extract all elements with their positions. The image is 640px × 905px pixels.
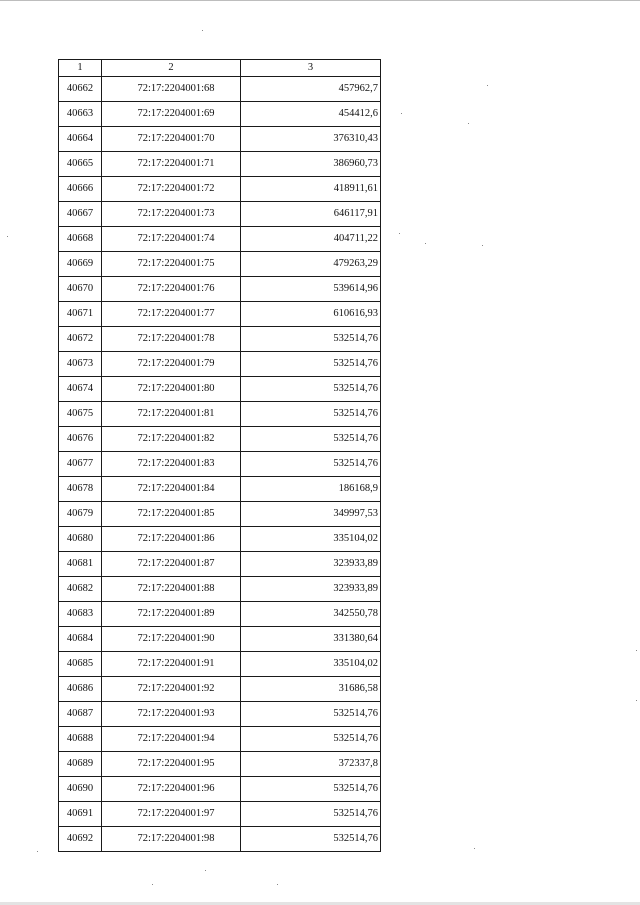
table-row xyxy=(59,827,381,852)
row-number-cell: 40684 xyxy=(59,627,102,652)
table-row xyxy=(59,377,381,402)
cadastral-number-cell: 72:17:2204001:72 xyxy=(102,177,241,202)
cadastral-number-cell: 72:17:2204001:98 xyxy=(102,827,241,852)
page-top-edge xyxy=(0,0,640,1)
row-number-cell: 40666 xyxy=(59,177,102,202)
table-row xyxy=(59,252,381,277)
value-cell: 539614,96 xyxy=(241,277,381,302)
cadastral-number-cell: 72:17:2204001:77 xyxy=(102,302,241,327)
row-number-cell: 40664 xyxy=(59,127,102,152)
table-row xyxy=(59,202,381,227)
row-number-cell: 40683 xyxy=(59,602,102,627)
cadastral-table xyxy=(58,59,381,852)
row-number-cell: 40692 xyxy=(59,827,102,852)
value-cell: 610616,93 xyxy=(241,302,381,327)
cadastral-number-cell: 72:17:2204001:69 xyxy=(102,102,241,127)
cadastral-number-cell: 72:17:2204001:94 xyxy=(102,727,241,752)
row-number-cell: 40662 xyxy=(59,77,102,102)
scan-speck xyxy=(7,236,8,237)
cadastral-number-cell: 72:17:2204001:90 xyxy=(102,627,241,652)
value-cell: 532514,76 xyxy=(241,727,381,752)
cadastral-number-cell: 72:17:2204001:89 xyxy=(102,602,241,627)
table-row xyxy=(59,602,381,627)
value-cell: 457962,7 xyxy=(241,77,381,102)
value-cell: 646117,91 xyxy=(241,202,381,227)
row-number-cell: 40689 xyxy=(59,752,102,777)
row-number-cell: 40677 xyxy=(59,452,102,477)
table-row xyxy=(59,727,381,752)
value-cell: 31686,58 xyxy=(241,677,381,702)
table-row xyxy=(59,302,381,327)
cadastral-number-cell: 72:17:2204001:85 xyxy=(102,502,241,527)
scan-speck xyxy=(277,884,278,885)
column-header-3: 3 xyxy=(241,60,381,77)
cadastral-number-cell: 72:17:2204001:75 xyxy=(102,252,241,277)
table-row xyxy=(59,802,381,827)
cadastral-number-cell: 72:17:2204001:84 xyxy=(102,477,241,502)
scan-speck xyxy=(152,884,153,885)
table-row xyxy=(59,277,381,302)
row-number-cell: 40682 xyxy=(59,577,102,602)
value-cell: 532514,76 xyxy=(241,352,381,377)
row-number-cell: 40669 xyxy=(59,252,102,277)
scan-speck xyxy=(487,85,488,86)
row-number-cell: 40671 xyxy=(59,302,102,327)
table-row xyxy=(59,577,381,602)
scan-speck xyxy=(474,848,475,849)
row-number-cell: 40679 xyxy=(59,502,102,527)
row-number-cell: 40675 xyxy=(59,402,102,427)
cadastral-number-cell: 72:17:2204001:81 xyxy=(102,402,241,427)
row-number-cell: 40676 xyxy=(59,427,102,452)
cadastral-number-cell: 72:17:2204001:87 xyxy=(102,552,241,577)
scan-speck xyxy=(37,851,38,852)
cadastral-number-cell: 72:17:2204001:97 xyxy=(102,802,241,827)
value-cell: 532514,76 xyxy=(241,452,381,477)
scan-speck xyxy=(401,113,402,114)
table-row xyxy=(59,777,381,802)
row-number-cell: 40663 xyxy=(59,102,102,127)
row-number-cell: 40672 xyxy=(59,327,102,352)
table-row xyxy=(59,352,381,377)
cadastral-number-cell: 72:17:2204001:92 xyxy=(102,677,241,702)
column-header-2: 2 xyxy=(102,60,241,77)
table-row xyxy=(59,227,381,252)
table-row xyxy=(59,627,381,652)
cadastral-number-cell: 72:17:2204001:88 xyxy=(102,577,241,602)
value-cell: 532514,76 xyxy=(241,777,381,802)
cadastral-number-cell: 72:17:2204001:70 xyxy=(102,127,241,152)
value-cell: 479263,29 xyxy=(241,252,381,277)
table-row xyxy=(59,552,381,577)
value-cell: 331380,64 xyxy=(241,627,381,652)
row-number-cell: 40688 xyxy=(59,727,102,752)
table-row xyxy=(59,702,381,727)
row-number-cell: 40670 xyxy=(59,277,102,302)
table-row xyxy=(59,452,381,477)
cadastral-number-cell: 72:17:2204001:96 xyxy=(102,777,241,802)
cadastral-number-cell: 72:17:2204001:95 xyxy=(102,752,241,777)
table-row xyxy=(59,527,381,552)
value-cell: 532514,76 xyxy=(241,402,381,427)
cadastral-number-cell: 72:17:2204001:80 xyxy=(102,377,241,402)
value-cell: 532514,76 xyxy=(241,327,381,352)
value-cell: 186168,9 xyxy=(241,477,381,502)
cadastral-number-cell: 72:17:2204001:71 xyxy=(102,152,241,177)
table-row xyxy=(59,752,381,777)
value-cell: 532514,76 xyxy=(241,802,381,827)
table-row xyxy=(59,502,381,527)
cadastral-number-cell: 72:17:2204001:93 xyxy=(102,702,241,727)
cadastral-number-cell: 72:17:2204001:74 xyxy=(102,227,241,252)
table-row xyxy=(59,177,381,202)
value-cell: 404711,22 xyxy=(241,227,381,252)
scan-speck xyxy=(202,30,203,31)
row-number-cell: 40674 xyxy=(59,377,102,402)
table-body xyxy=(59,77,381,852)
cadastral-number-cell: 72:17:2204001:86 xyxy=(102,527,241,552)
scan-speck xyxy=(205,870,206,871)
cadastral-number-cell: 72:17:2204001:82 xyxy=(102,427,241,452)
row-number-cell: 40680 xyxy=(59,527,102,552)
table-row xyxy=(59,427,381,452)
table-row xyxy=(59,327,381,352)
value-cell: 323933,89 xyxy=(241,577,381,602)
cadastral-number-cell: 72:17:2204001:73 xyxy=(102,202,241,227)
row-number-cell: 40678 xyxy=(59,477,102,502)
row-number-cell: 40667 xyxy=(59,202,102,227)
table-header-row xyxy=(59,60,381,77)
cadastral-number-cell: 72:17:2204001:91 xyxy=(102,652,241,677)
row-number-cell: 40685 xyxy=(59,652,102,677)
table-row xyxy=(59,77,381,102)
scan-speck xyxy=(482,245,483,246)
table-row xyxy=(59,402,381,427)
value-cell: 532514,76 xyxy=(241,377,381,402)
value-cell: 532514,76 xyxy=(241,702,381,727)
value-cell: 532514,76 xyxy=(241,427,381,452)
row-number-cell: 40687 xyxy=(59,702,102,727)
row-number-cell: 40686 xyxy=(59,677,102,702)
table-row xyxy=(59,102,381,127)
value-cell: 376310,43 xyxy=(241,127,381,152)
column-header-1: 1 xyxy=(59,60,102,77)
table-row xyxy=(59,127,381,152)
row-number-cell: 40668 xyxy=(59,227,102,252)
table-row xyxy=(59,652,381,677)
cadastral-number-cell: 72:17:2204001:76 xyxy=(102,277,241,302)
scan-speck xyxy=(468,123,469,124)
row-number-cell: 40681 xyxy=(59,552,102,577)
row-number-cell: 40690 xyxy=(59,777,102,802)
scan-speck xyxy=(399,233,400,234)
value-cell: 372337,8 xyxy=(241,752,381,777)
value-cell: 386960,73 xyxy=(241,152,381,177)
value-cell: 323933,89 xyxy=(241,552,381,577)
value-cell: 418911,61 xyxy=(241,177,381,202)
scan-speck xyxy=(636,650,637,651)
table-row xyxy=(59,152,381,177)
table-row xyxy=(59,477,381,502)
scan-speck xyxy=(425,243,426,244)
value-cell: 342550,78 xyxy=(241,602,381,627)
cadastral-number-cell: 72:17:2204001:79 xyxy=(102,352,241,377)
row-number-cell: 40673 xyxy=(59,352,102,377)
row-number-cell: 40665 xyxy=(59,152,102,177)
table-row xyxy=(59,677,381,702)
scan-speck xyxy=(636,700,637,701)
value-cell: 335104,02 xyxy=(241,652,381,677)
value-cell: 532514,76 xyxy=(241,827,381,852)
row-number-cell: 40691 xyxy=(59,802,102,827)
cadastral-number-cell: 72:17:2204001:68 xyxy=(102,77,241,102)
value-cell: 349997,53 xyxy=(241,502,381,527)
cadastral-number-cell: 72:17:2204001:78 xyxy=(102,327,241,352)
value-cell: 335104,02 xyxy=(241,527,381,552)
value-cell: 454412,6 xyxy=(241,102,381,127)
cadastral-number-cell: 72:17:2204001:83 xyxy=(102,452,241,477)
